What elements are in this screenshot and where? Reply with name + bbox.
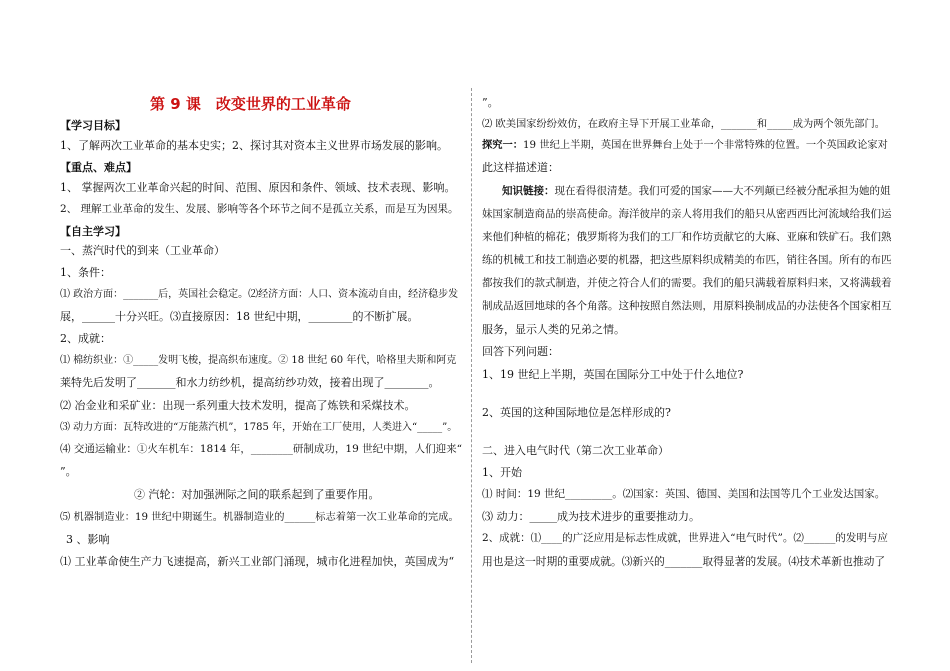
right-text-line: 回答下列问题： [482, 345, 559, 358]
left-text-line: ”。 [60, 465, 77, 478]
right-text-line: 2、英国的这种国际地位是怎样形成的? [482, 406, 671, 419]
left-text-line: 1、 掌握两次工业革命兴起的时间、范围、原因和条件、领域、技术表现、影响。 [60, 181, 456, 194]
right-text-line: 练的机械工和技工制造必要的机器，把这些原料织成精美的布匹，销往各国。所有的布匹 [482, 254, 892, 266]
left-text-line: 3 、影响 [66, 533, 110, 546]
line-body: 现在看得很清楚。我们可爱的国家——大不列颠已经被分配承担为她的姐 [554, 185, 891, 197]
right-text-line: 制成品返回地球的各个角落。这种按照自然法则，用原料换制成品的办法使各个国家相互 [482, 300, 892, 312]
left-text-line: ⑴ 棉纺织业：①_____发明飞梭，提高织布速度。② 18 世纪 60 年代，哈格里夫斯和阿克 [60, 355, 457, 366]
left-text-line: 1、了解两次工业革命的基本史实；2、探讨其对资本主义世界市场发展的影响。 [60, 139, 448, 152]
right-text-line: 妹国家制造商品的崇高使命。海洋彼岸的亲人将用我们的船只从密西西比河流域给我们运 [482, 208, 892, 220]
line-body: 19 世纪上半期，英国在世界舞台上处于一个非常特殊的位置。一个英国政论家对 [523, 139, 888, 151]
right-text-line: 2、成就：⑴____的广泛应用是标志性成就，世界进入“电气时代”。⑵______的发明与应 [482, 532, 888, 544]
right-text-line: 二、进入电气时代（第二次工业革命） [482, 444, 669, 457]
right-text-line [482, 138, 888, 153]
right-text-line: 用也是这一时期的重要成就。⑶新兴的_______取得显著的发展。⑷技术革新也推动了 [482, 555, 886, 568]
left-text-line: 一、蒸汽时代的到来（工业革命） [60, 244, 225, 257]
column-divider [471, 88, 472, 663]
right-text-line: 1、19 世纪上半期，英国在国际分工中处于什么地位? [482, 368, 744, 381]
left-text-line: 1、条件： [60, 266, 111, 279]
left-text-line: 展，______十分兴旺。⑶直接原因：18 世纪中期，________的不断扩展。 [60, 310, 419, 323]
left-text-line: 【学习目标】 [60, 119, 126, 132]
right-text-line: 此这样描述道： [482, 161, 559, 174]
left-text-line: 2、成就： [60, 332, 111, 345]
left-text-line: ⑴ 政治方面：_______后，英国社会稳定。⑵经济方面：人口、资本流动自由，经济稳步发 [60, 289, 459, 300]
right-text-line: ⑶ 动力：_____成为技术进步的重要推动力。 [482, 510, 700, 523]
left-text-line: ⑸ 机器制造业：19 世纪中期诞生。机器制造业的______标志着第一次工业革命的完成。 [60, 511, 459, 523]
right-text-line: 1、开始 [482, 466, 522, 479]
left-text-line: 【重点、难点】 [60, 161, 137, 174]
right-text-line: ⑴ 时间：19 世纪_________。⑵国家：英国、德国、美国和法国等几个工业发达国家。 [482, 488, 886, 500]
left-text-line: 莱特先后发明了_______和水力纺纱机，提高纺纱功效，接着出现了________。 [60, 376, 440, 389]
right-text-line: ⑵ 欧美国家纷纷效仿，在政府主导下开展工业革命，_______和_____成为两个领先部门。 [482, 118, 886, 130]
page-title: 第 9 课 改变世界的工业革命 [150, 95, 351, 113]
left-text-line: 【自主学习】 [60, 225, 126, 238]
bold-lead: 探究一： [482, 139, 524, 151]
left-text-line: ⑵ 冶金业和采矿业：出现一系列重大技术发明，提高了炼铁和采煤技术。 [60, 399, 416, 412]
left-text-line: ② 汽轮：对加强洲际之间的联系起到了重要作用。 [134, 488, 380, 501]
right-text-line: 服务，显示人类的兄弟之情。 [482, 323, 625, 336]
left-text-line: 2、 理解工业革命的发生、发展、影响等各个环节之间不是孤立关系，而是互为因果。 [60, 203, 459, 215]
left-text-line: ⑶ 动力方面：瓦特改进的“万能蒸汽机”，1785 年，开始在工厂使用，人类进入“_____”。 [60, 422, 458, 433]
right-text-line: 都按我们的款式制造，并使之符合人们的需要。我们的船只满载着原料归来，又将满载着 [482, 277, 892, 289]
right-text-line: 来他们种植的棉花；俄罗斯将为我们的工厂和作坊贡献它的大麻、亚麻和铁矿石。我们熟 [482, 231, 892, 243]
bold-lead: 知识链接： [502, 185, 555, 197]
left-text-line: ⑴ 工业革命使生产力飞速提高，新兴工业部门涌现，城市化进程加快，英国成为“ [60, 555, 455, 568]
right-text-line [502, 184, 891, 199]
left-text-line: ⑷ 交通运输业：①火车机车：1814 年，________研制成功，19 世纪中期，人们迎来“ [60, 443, 462, 455]
right-text-line: ”。 [482, 96, 499, 109]
